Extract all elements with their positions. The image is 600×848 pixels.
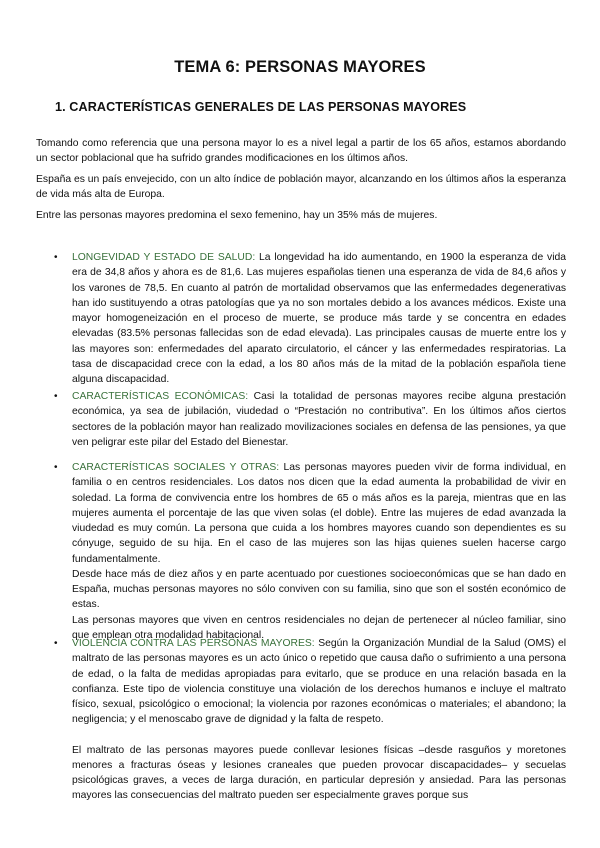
bullet-text: La longevidad ha ido aumentando, en 1900 la esperanza de vida era de 34,8 años y ahora es de 81,6. Las mujeres españolas tienen una esperanza de vida de 84,6 años y los varones de 78,5. En cuanto al patrón de mortalidad observamos que las enfermedades degenerativas han ido sustituyendo a otras patologías que ya no son mortales debido a los avances médicos. Existe una mayor homogeneización en el proceso de muerte, se produce más tarde y se concentra en edades elevadas (83.5% personas fallecidas son de edad elevada). Las principales causas de muerte entre los y las mayores son: enfermedades del aparato circulatorio, el cáncer y las enfermedades respiratorias. La tasa de discapacidad crece con la edad, a los 80 años más de la mitad de la población española tiene alguna discapacidad. [72, 252, 567, 385]
list-item [72, 636, 566, 804]
bullet-label: LONGEVIDAD Y ESTADO DE SALUD: [72, 252, 256, 263]
paragraph-gap [72, 728, 566, 743]
bullet-label: VIOLENCIA CONTRA LAS PERSONAS MAYORES: [72, 638, 315, 649]
list-item [72, 389, 566, 450]
intro-paragraph-2: España es un país envejecido, con un alto índice de población mayor, alcanzando en los últimos años la esperanza de vida más alta de Europa. [36, 174, 566, 201]
intro-paragraph-3: Entre las personas mayores predomina el sexo femenino, hay un 35% más de mujeres. [36, 210, 438, 221]
bullet-text: Casi la totalidad de personas mayores recibe alguna prestación económica, ya sea de jubilación, viudedad o “Prestación no contributiva”. En los últimos años ciertos sectores de la población mayor han realizado movilizaciones sociales en defensa de las pensiones, ya que ven peligrar este pilar del Estado del Bienestar. [72, 391, 566, 448]
section-heading: 1. CARACTERÍSTICAS GENERALES DE LAS PERSONAS MAYORES [55, 100, 467, 114]
list-item [72, 460, 566, 643]
bullet-text: Según la Organización Mundial de la Salud (OMS) el maltrato de las personas mayores es un acto único o repetido que causa daño o sufrimiento a una persona de edad, o la falta de medidas apropiadas para evitarlo, que se produce en una relación basada en la confianza. Este tipo de violencia constituye una violación de los derechos humanos e incluye el maltrato físico, sexual, psicológico o emocional; la violencia por razones económicas o materiales; el abandono; la negligencia; y el menoscabo grave de dignidad y la falta de respeto. [72, 638, 566, 726]
bullet-label: CARACTERÍSTICAS SOCIALES Y OTRAS: [72, 462, 280, 473]
bullet-icon: • [54, 252, 58, 263]
bullet-extra-text: El maltrato de las personas mayores puede conllevar lesiones físicas –desde rasguños y moretones menores a fracturas óseas y lesiones craneales que pueden provocar discapacidades– y secuelas psicológicas graves, a veces de larga duración, en particular depresión y ansiedad. Para las personas mayores las consecuencias del maltrato pueden ser especialmente graves porque sus [72, 744, 566, 802]
bullet-icon: • [54, 391, 58, 402]
intro-paragraph-1: Tomando como referencia que una persona mayor lo es a nivel legal a partir de los 65 años, estamos abordando un sector poblacional que ha sufrido grandes modificaciones en los últimos años. [36, 138, 566, 165]
bullet-icon: • [54, 462, 58, 473]
bullet-extra-text: Desde hace más de diez años y en parte acentuado por cuestiones socioeconómicas que se han dado en España, muchas personas mayores no sólo conviven con su familia, sino que son el sostén económico de estas. [72, 568, 566, 611]
list-item [72, 250, 566, 387]
bullet-text: Las personas mayores pueden vivir de forma individual, en familia o en centros residenciales. Los datos nos dicen que la edad aumenta la probabilidad de vivir en soledad. La forma de convivencia entre los hombres de 65 o más años es la pareja, mientras que en las mujeres aumenta el porcentaje de las que viven solas (el doble). Entre las mujeres de edad avanzada la viudedad es muy común. La persona que cuida a los hombres mayores cuando son dependientes es su cónyuge, seguido de su hija. En el caso de las mujeres son las hijas quienes suelen hacerse cargo fundamentalmente. [72, 462, 567, 565]
bullet-icon: • [54, 638, 58, 649]
page-title: TEMA 6: PERSONAS MAYORES [174, 58, 426, 76]
bullet-label: CARACTERÍSTICAS ECONÓMICAS: [72, 391, 249, 402]
bullet-extra-text: Las personas mayores que viven en centros residenciales no dejan de pertenecer al núcleo familiar, sino que emplean otra modalidad habitacional. [72, 614, 566, 641]
